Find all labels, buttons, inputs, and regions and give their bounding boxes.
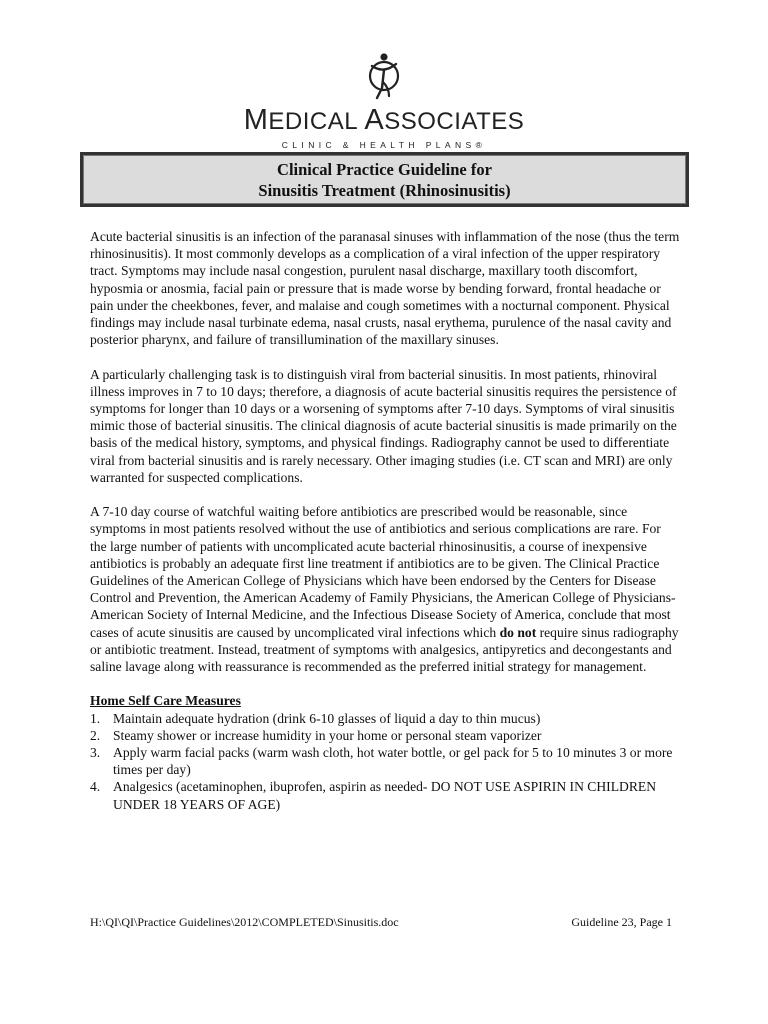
- brand-subtitle: CLINIC & HEALTH PLANS®: [281, 140, 487, 150]
- self-care-list: [90, 710, 680, 813]
- document-body: [90, 228, 680, 813]
- list-item: 4. Analgesics (acetaminophen, ibuprofen, aspirin as needed- DO NOT USE ASPIRIN IN CHILDREN UNDER 18 YEARS OF AGE): [90, 779, 657, 812]
- list-item: 2. Steamy shower or increase humidity in your home or personal steam vaporizer: [90, 727, 542, 743]
- document-title-box: [80, 152, 689, 207]
- emphasis-do-not: do not: [499, 624, 537, 640]
- list-item: 3. Apply warm facial packs (warm wash cloth, hot water bottle, or gel pack for 5 to 10 minutes 3 or more times per day): [90, 745, 673, 778]
- paragraph-diagnosis: A particularly challenging task is to distinguish viral from bacterial sinusitis. In most patients, rhinoviral illness improves in 7 to 10 days; therefore, a diagnosis of acute bacterial sinusitis requires the persistence of symptoms for longer than 10 days or a worsening of symptoms after 7-10 days. Symptoms of viral sinusitis mimic those of bacterial sinusitis. The clinical diagnosis of acute bacterial sinusitis is made primarily on the basis of the medical history, symptoms, and physical findings. Radiography cannot be used to differentiate viral from bacterial sinusitis and is rarely necessary. Other imaging studies (i.e. CT scan and MRI) are only warranted for suspected complications.: [90, 366, 677, 485]
- brand-name: MEDICAL ASSOCIATES: [243, 104, 525, 136]
- list-item: 1. Maintain adequate hydration (drink 6-10 glasses of liquid a day to thin mucus): [90, 710, 541, 726]
- title-line-2: Sinusitis Treatment (Rhinosinusitis): [258, 180, 511, 200]
- person-figure-logo-icon: [362, 52, 406, 100]
- paragraph-intro: Acute bacterial sinusitis is an infection of the paranasal sinuses with inflammation of the nose (thus the term rhinosinusitis). It most commonly develops as a complication of a viral infection of the upper respiratory tract. Symptoms may include nasal congestion, purulent nasal discharge, maxillary tooth discomfort, hyposmia or anosmia, facial pain or pressure that is made worse by bending forward, frontal headache or pain under the cheekbones, fever, and malaise and cough sometimes with a nocturnal component. Physical findings may include nasal turbinate edema, nasal crusts, nasal erythema, purulence of the nasal cavity and posterior pharynx, and failure of transillumination of the maxillary sinuses.: [90, 229, 680, 348]
- logo: [0, 52, 768, 150]
- section-heading: Home Self Care Measures: [90, 693, 241, 709]
- title-line-1: Clinical Practice Guideline for: [277, 159, 492, 179]
- paragraph-treatment: A 7-10 day course of watchful waiting before antibiotics are prescribed would be reasonable, since symptoms in most patients resolved without the use of antibiotics and serious complications are rare. For the large number of patients with uncomplicated acute bacterial rhinosinusitis, a course of inexpensive antibiotics is probably an adequate first line treatment if antibiotics are to be given. The Clinical Practice Guidelines of the American College of Physicians which have been endorsed by the Centers for Disease Control and Prevention, the American Academy of Family Physicians, the American College of Physicians- American Society of Internal Medicine, and the Infectious Disease Society of America, conclude that most cases of acute sinusitis are caused by uncomplicated viral infections which do not require sinus radiography or antibiotic treatment. Instead, treatment of symptoms with analgesics, antipyretics and decongestants and saline lavage along with reassurance is recommended as the preferred initial strategy for management.: [90, 504, 679, 675]
- file-path: H:\QI\QI\Practice Guidelines\2012\COMPLETED\Sinusitis.doc: [90, 915, 399, 929]
- page-number: Guideline 23, Page 1: [571, 915, 672, 929]
- page-footer: [90, 915, 672, 930]
